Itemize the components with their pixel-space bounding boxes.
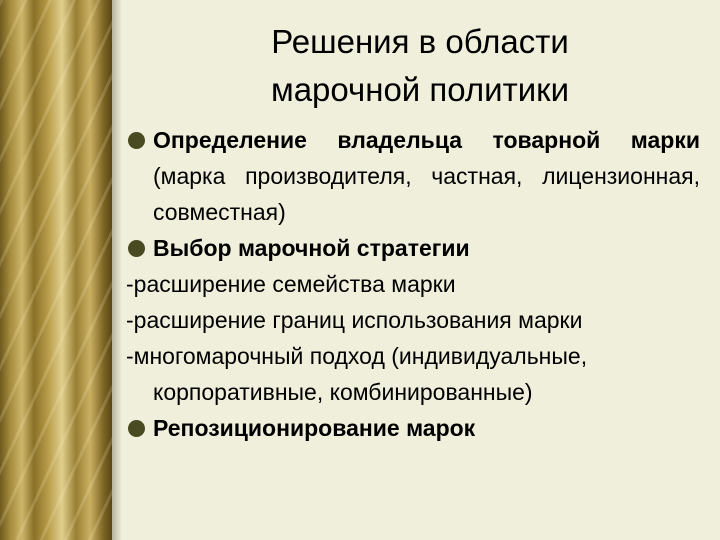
item-owner-bold: Определение владельца товарной марки [153, 127, 700, 153]
bullet-icon [128, 420, 145, 437]
item-owner-rest: (марка производителя, частная, лицензионная, совместная) [153, 163, 700, 225]
sub-item-boundaries: -расширение границ использования марки [126, 307, 583, 333]
sub-item-family: -расширение семейства марки [126, 271, 456, 297]
bullet-icon [128, 132, 145, 149]
border-shadow [112, 0, 122, 540]
bullet-icon [128, 240, 145, 257]
item-repositioning-label: Репозиционирование марок [153, 415, 476, 441]
list-item-owner [126, 122, 700, 230]
slide-title [140, 18, 700, 114]
title-line-1: Решения в области [271, 23, 569, 60]
sub-item-multibrand: -многомарочный подход (индивидуальные, корпоративные, комбинированные) [126, 343, 588, 405]
slide-content [126, 122, 700, 446]
item-strategy-label: Выбор марочной стратегии [153, 235, 470, 261]
decorative-gold-border [0, 0, 112, 540]
list-item-strategy [126, 230, 700, 266]
list-item-repositioning [126, 410, 700, 446]
title-line-2: марочной политики [271, 71, 569, 108]
